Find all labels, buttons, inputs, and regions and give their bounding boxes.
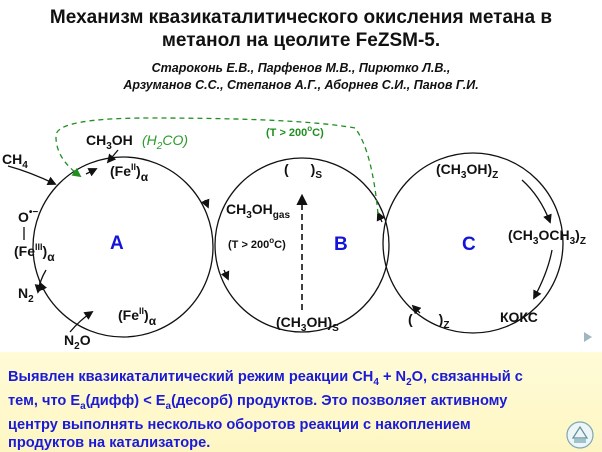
cycle-a-arrow-right [205,200,208,207]
methanol-gas-label: $CH_3OH_{gas}$ [226,201,291,221]
temp-mid-label: $(T > 200^oC)$ [228,236,286,251]
dme-z-label: $(CH_3OCH_3)_Z$ [508,227,586,247]
coke-label: КОКС [500,309,538,325]
formaldehyde-label: $(H_2CO)$ [142,132,189,152]
methanol-s-label: $(CH_3OH)_S$ [276,314,339,334]
o-radical-label: O•− [18,207,39,225]
cycle-b-label: B [334,234,348,255]
n2-label: $N_2$ [18,285,34,305]
ch4-arrow [8,166,55,184]
institute-logo-icon [565,420,595,450]
methanol-z-label: $(CH_3OH)_Z$ [436,161,499,181]
site-z-label: ( )$_Z$ [408,311,450,331]
conclusion-line-1: Выявлен квазикаталитический режим реакции $CH_4 + N_2O$, связанный с [8,369,523,388]
cycle-c-label: C [462,234,476,255]
fe2-top-label: $(Fe^{II})\alpha$ [110,162,149,184]
fe2-bottom-label: $(Fe^{II})\alpha$ [118,306,157,328]
conclusion-line-2: тем, что $E_a(дифф)$ < $E_a(десорб)$ продуктов. Это позволяет активному [8,392,508,412]
temp-top-label: $(T > 200^oC)$ [266,124,324,139]
conclusion-text [8,368,592,452]
conclusion-line-3: центру выполнять несколько оборотов реакции с накоплением [8,416,471,433]
c-arrow-to-dme [522,180,550,222]
fe3-label: $(Fe^{III})\alpha$ [14,242,55,264]
authors-line-1: Староконь Е.В., Парфенов М.В., Пирютко Л.В., [151,61,451,75]
conclusion-line-4: продуктов на катализаторе. [8,434,211,451]
n2o-label: $N_2O$ [64,332,91,352]
cycle-a-arrow-top [86,169,96,174]
cycle-a-label: A [110,233,124,254]
methanol-product: $CH_3OH$ [86,132,133,152]
title-line-1: Механизм квазикаталитического окисления метана в [49,7,553,28]
ch4-label: $CH_4$ [2,151,28,171]
cycle-b-arrow-left [224,270,228,279]
site-s-label: ( )$_S$ [284,161,323,181]
cycle-c-arrow-bottom [413,306,420,313]
authors-line-2: Арзуманов С.С., Степанов А.Г., Аборнев С.И., Панов Г.И. [123,78,479,92]
side-marker-icon [582,330,594,344]
title-line-2: метанол на цеолите FeZSM-5. [161,30,441,51]
cycle-b-arrow-right [378,213,382,222]
